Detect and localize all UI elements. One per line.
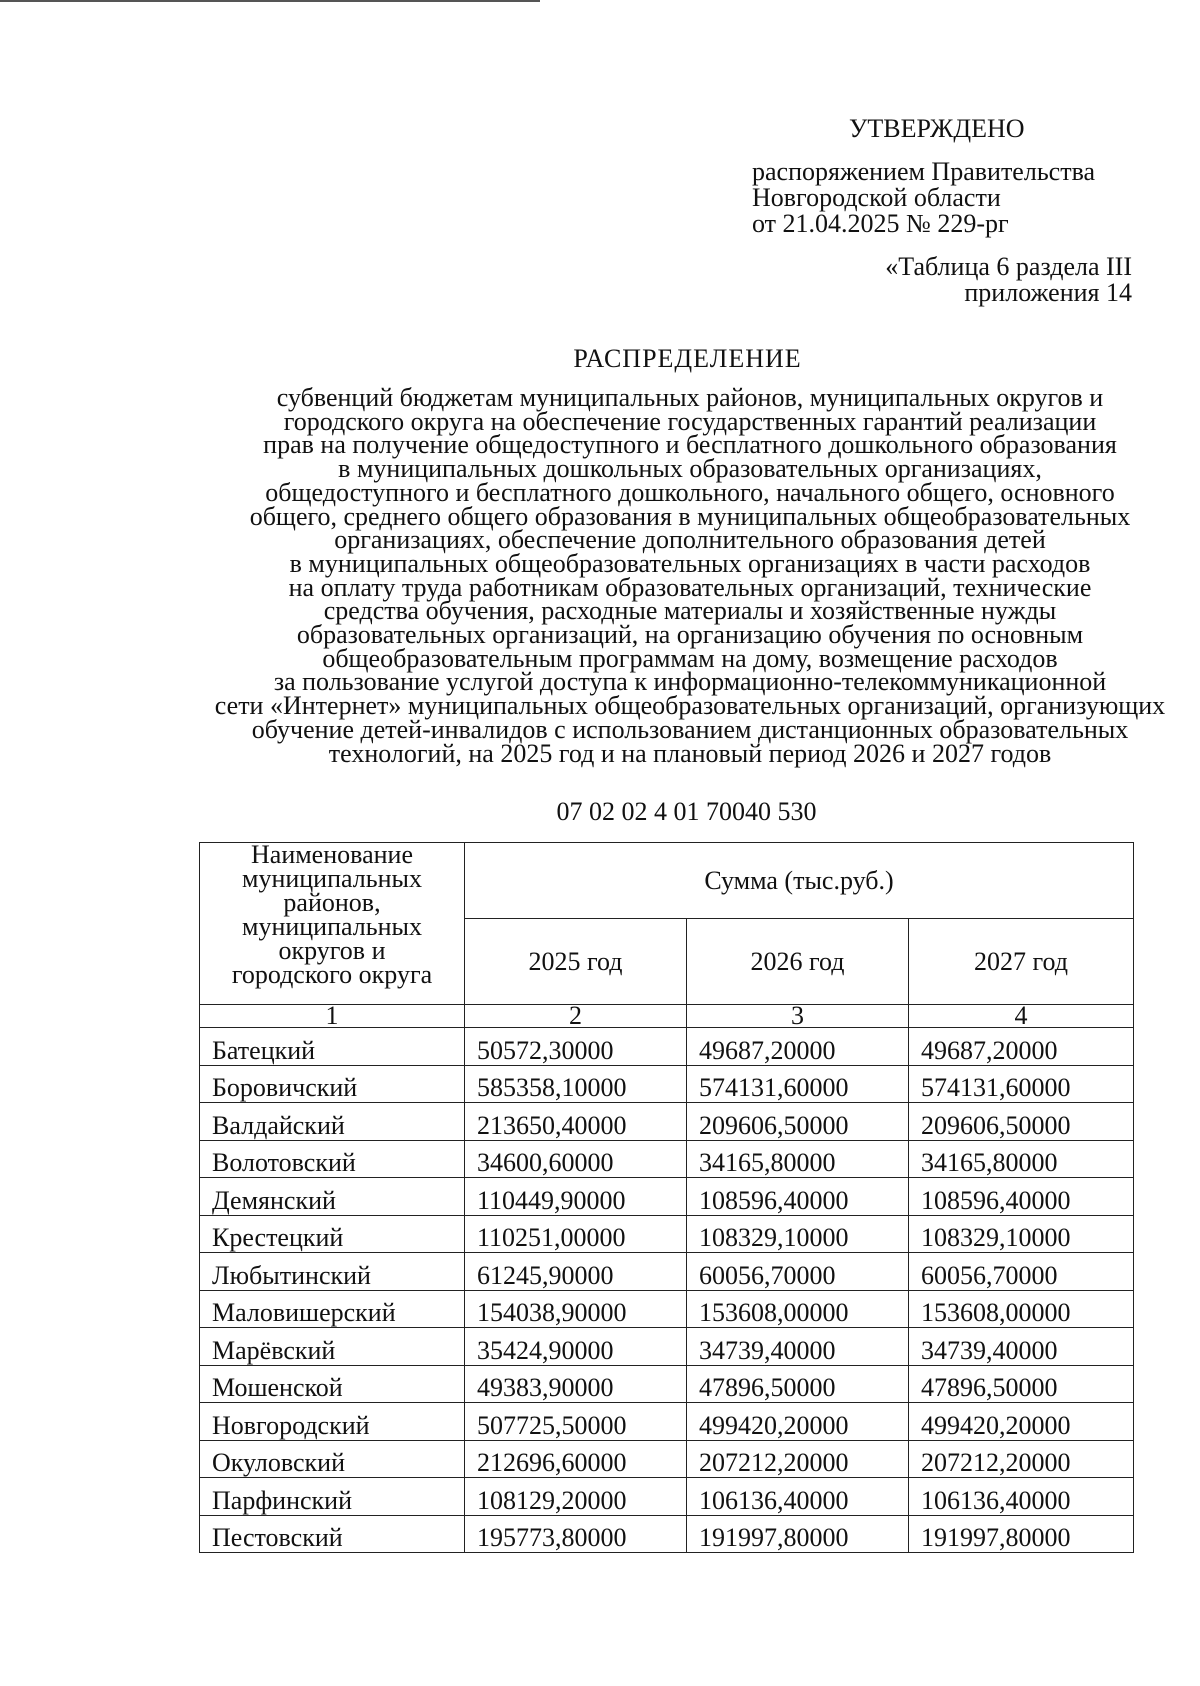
amount-2025: 50572,30000 (465, 1028, 687, 1066)
header-line: муниципальных (241, 864, 422, 893)
amount-2027: 49687,20000 (909, 1028, 1134, 1066)
description-line: на оплату труда работникам образовательных организаций, технические (288, 572, 1092, 602)
description-line: в муниципальных общеобразовательных организациях в части расходов (289, 548, 1091, 578)
table-row (200, 1140, 1134, 1178)
description-line: общеобразовательным программам на дому, возмещение расходов (322, 643, 1058, 673)
sum-header: Сумма (тыс.руб.) (465, 843, 1134, 919)
table-row (200, 1178, 1134, 1216)
table-row (200, 1515, 1134, 1553)
column-number: 2 (465, 1005, 687, 1028)
amount-2025: 108129,20000 (465, 1478, 687, 1516)
amount-2025: 585358,10000 (465, 1065, 687, 1103)
municipality-name: Любытинский (200, 1253, 465, 1291)
table-row (200, 1365, 1134, 1403)
table-row (200, 1028, 1134, 1066)
municipality-name: Пестовский (200, 1515, 465, 1553)
table-row (200, 1403, 1134, 1441)
amount-2027: 153608,00000 (909, 1290, 1134, 1328)
budget-code: 07 02 02 4 01 70040 530 (556, 797, 817, 826)
amount-2025: 195773,80000 (465, 1515, 687, 1553)
amount-2026: 49687,20000 (687, 1028, 909, 1066)
description-line: общего, среднего общего образования в муниципальных общеобразовательных (249, 501, 1131, 531)
description-line: городского округа на обеспечение государственных гарантий реализации (283, 406, 1097, 436)
municipality-name: Окуловский (200, 1440, 465, 1478)
description-line: средства обучения, расходные материалы и хозяйственные нужды (323, 596, 1057, 626)
approval-line-1: распоряжением Правительства (752, 157, 1096, 186)
approval-block (752, 116, 1172, 237)
table-reference-line-2: приложения 14 (964, 278, 1132, 307)
year-2027-header: 2027 год (909, 919, 1134, 1005)
amount-2027: 47896,50000 (909, 1365, 1134, 1403)
municipality-name: Демянский (200, 1178, 465, 1216)
municipality-name: Крестецкий (200, 1215, 465, 1253)
municipality-name: Боровичский (200, 1065, 465, 1103)
amount-2027: 191997,80000 (909, 1515, 1134, 1553)
top-border-line (0, 0, 540, 2)
header-line: городского округа (231, 960, 433, 989)
approval-line-2: Новгородской области (752, 183, 1001, 212)
municipality-name: Маловишерский (200, 1290, 465, 1328)
municipality-name: Парфинский (200, 1478, 465, 1516)
amount-2025: 49383,90000 (465, 1365, 687, 1403)
description-line: за пользование услугой доступа к информационно-телекоммуникационной (273, 667, 1107, 697)
table-reference (885, 254, 1132, 306)
municipality-name: Батецкий (200, 1028, 465, 1066)
amount-2026: 191997,80000 (687, 1515, 909, 1553)
amount-2025: 35424,90000 (465, 1328, 687, 1366)
amount-2026: 207212,20000 (687, 1440, 909, 1478)
amount-2026: 34739,40000 (687, 1328, 909, 1366)
header-line: округов и (278, 936, 386, 965)
municipality-name-header (200, 840, 465, 1005)
table-row (200, 1253, 1134, 1291)
amount-2027: 574131,60000 (909, 1065, 1134, 1103)
table-row (200, 1328, 1134, 1366)
amount-2025: 61245,90000 (465, 1253, 687, 1291)
column-number: 3 (687, 1005, 909, 1028)
distribution-table (199, 842, 1134, 1553)
amount-2027: 207212,20000 (909, 1440, 1134, 1478)
amount-2026: 153608,00000 (687, 1290, 909, 1328)
amount-2025: 110449,90000 (465, 1178, 687, 1216)
amount-2027: 108329,10000 (909, 1215, 1134, 1253)
amount-2025: 110251,00000 (465, 1215, 687, 1253)
amount-2026: 108329,10000 (687, 1215, 909, 1253)
amount-2027: 106136,40000 (909, 1478, 1134, 1516)
amount-2027: 34165,80000 (909, 1140, 1134, 1178)
description-line: в муниципальных дошкольных образовательных организациях, (338, 454, 1042, 484)
year-2025-header: 2025 год (465, 919, 687, 1005)
amount-2026: 60056,70000 (687, 1253, 909, 1291)
amount-2025: 213650,40000 (465, 1103, 687, 1141)
amount-2026: 34165,80000 (687, 1140, 909, 1178)
municipality-name: Валдайский (200, 1103, 465, 1141)
amount-2027: 60056,70000 (909, 1253, 1134, 1291)
table-row (200, 1103, 1134, 1141)
amount-2025: 212696,60000 (465, 1440, 687, 1478)
document-description (190, 383, 1190, 768)
amount-2026: 106136,40000 (687, 1478, 909, 1516)
municipality-name: Мошенской (200, 1365, 465, 1403)
amount-2026: 499420,20000 (687, 1403, 909, 1441)
table-reference-line-1: «Таблица 6 раздела III (885, 252, 1132, 281)
amount-2026: 108596,40000 (687, 1178, 909, 1216)
description-line: обучение детей-инвалидов с использованием дистанционных образовательных (251, 714, 1129, 744)
table-row (200, 1290, 1134, 1328)
amount-2025: 34600,60000 (465, 1140, 687, 1178)
year-2026-header: 2026 год (687, 919, 909, 1005)
amount-2027: 499420,20000 (909, 1403, 1134, 1441)
amount-2027: 209606,50000 (909, 1103, 1134, 1141)
table-row (200, 1440, 1134, 1478)
amount-2025: 507725,50000 (465, 1403, 687, 1441)
header-line: Наименование (251, 840, 413, 869)
column-number: 1 (200, 1005, 465, 1028)
approved-label: УТВЕРЖДЕНО (849, 114, 1025, 143)
amount-2026: 47896,50000 (687, 1365, 909, 1403)
amount-2026: 209606,50000 (687, 1103, 909, 1141)
amount-2027: 108596,40000 (909, 1178, 1134, 1216)
description-line: сети «Интернет» муниципальных общеобразовательных организаций, организующих (214, 691, 1166, 721)
description-line: прав на получение общедоступного и бесплатного дошкольного образования (263, 430, 1117, 460)
table-row (200, 1065, 1134, 1103)
municipality-name: Марёвский (200, 1328, 465, 1366)
amount-2026: 574131,60000 (687, 1065, 909, 1103)
column-number: 4 (909, 1005, 1134, 1028)
header-line: районов, (283, 888, 381, 917)
description-line: субвенций бюджетам муниципальных районов, муниципальных округов и (276, 383, 1104, 412)
document-title: РАСПРЕДЕЛЕНИЕ (573, 344, 802, 373)
description-line: общедоступного и бесплатного дошкольного, начального общего, основного (265, 477, 1115, 507)
approval-line-3: от 21.04.2025 № 229-рг (752, 209, 1009, 238)
description-line: организациях, обеспечение дополнительного образования детей (334, 525, 1046, 555)
municipality-name: Новгородский (200, 1403, 465, 1441)
description-line: технологий, на 2025 год и на плановый период 2026 и 2027 годов (328, 738, 1052, 768)
amount-2025: 154038,90000 (465, 1290, 687, 1328)
description-line: образовательных организаций, на организацию обучения по основным (296, 620, 1084, 650)
municipality-name: Волотовский (200, 1140, 465, 1178)
header-line: муниципальных (241, 912, 422, 941)
amount-2027: 34739,40000 (909, 1328, 1134, 1366)
table-row (200, 1478, 1134, 1516)
table-row (200, 1215, 1134, 1253)
